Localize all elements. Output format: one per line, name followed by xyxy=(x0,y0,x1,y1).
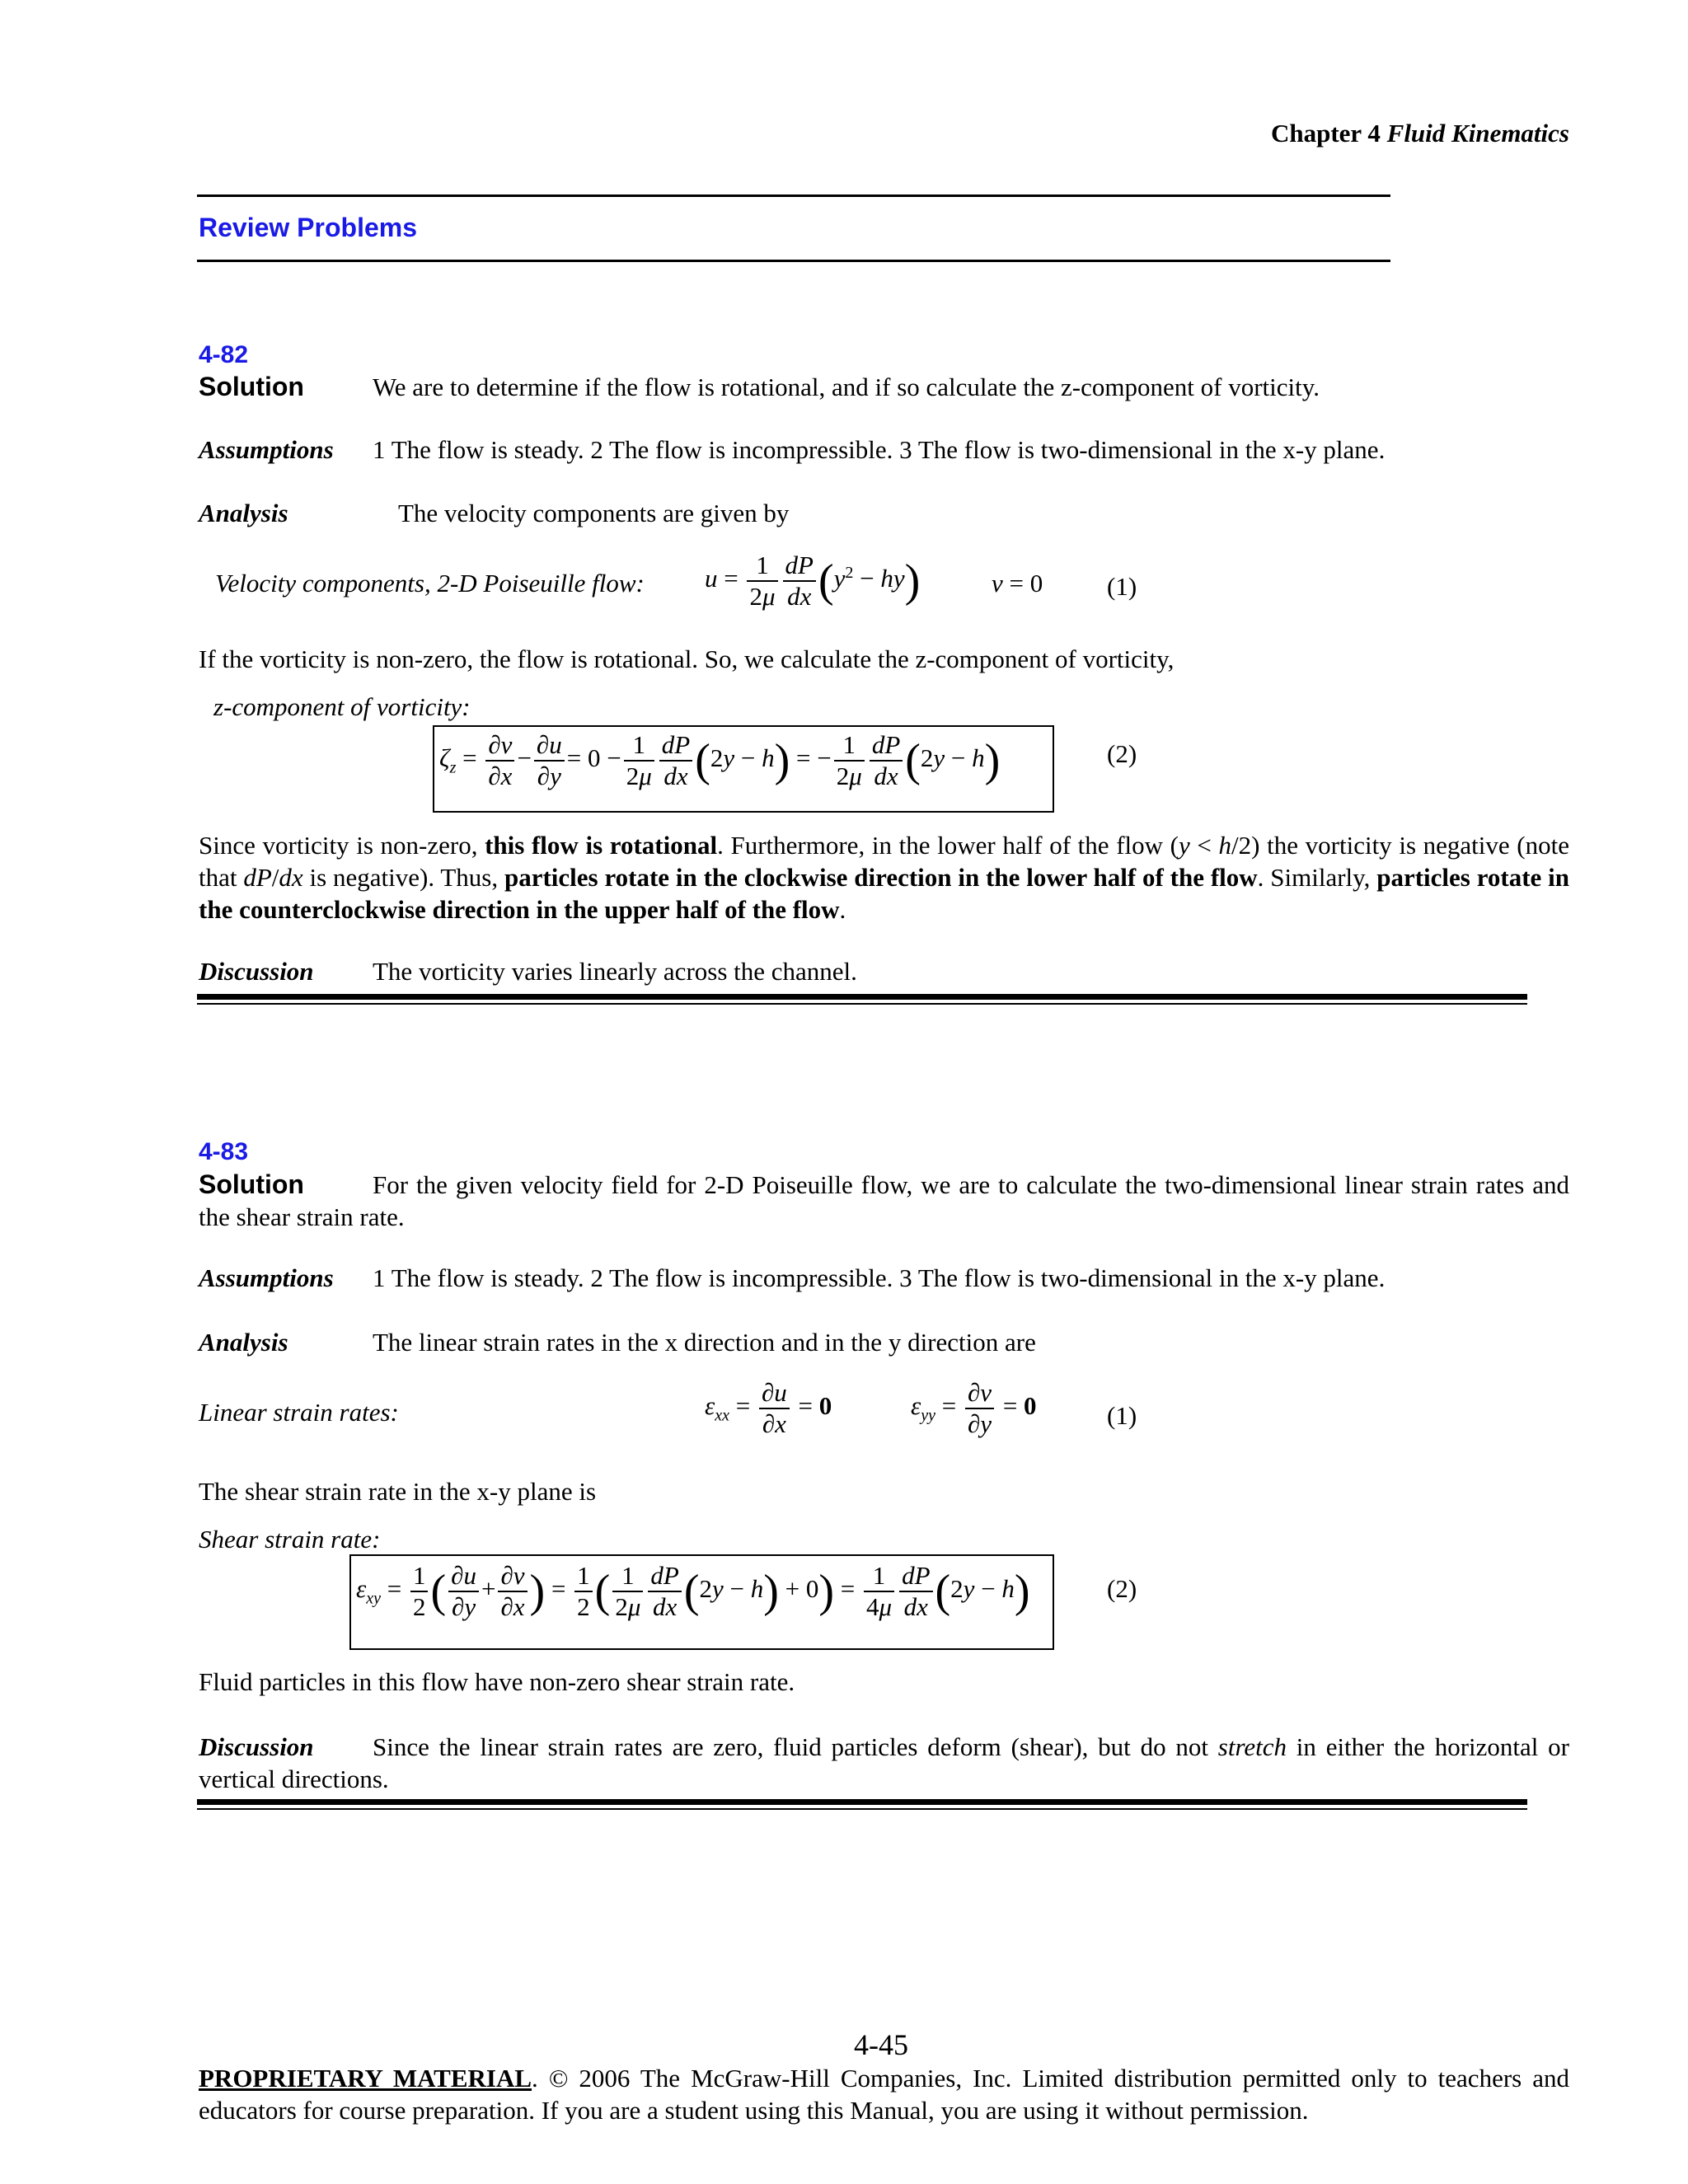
equation-number: (2) xyxy=(1107,739,1137,768)
v-equation: v = 0 xyxy=(992,569,1043,598)
assumptions-line xyxy=(199,435,1385,465)
solution-text: We are to determine if the flow is rotational, and if so calculate the z-component of vorticity. xyxy=(373,373,1320,401)
analysis-text: The linear strain rates in the x direction and in the y direction are xyxy=(373,1328,1036,1357)
problem-number: 4-82 xyxy=(199,341,249,368)
solution-paragraph xyxy=(199,1169,1569,1233)
shear-intro: The shear strain rate in the x-y plane is xyxy=(199,1477,597,1506)
analysis-label: Analysis xyxy=(199,499,288,527)
equation-number: (1) xyxy=(1107,572,1137,601)
problem-end-rule-thin xyxy=(197,1808,1527,1810)
equation-label: Velocity components, 2-D Poiseuille flow: xyxy=(215,569,645,598)
solution-text: For the given velocity field for 2-D Poiseuille flow, we are to calculate the two-dimensional linear strain rates and the shear strain rate. xyxy=(199,1170,1569,1231)
strain-xx-equation: $\varepsilon_{xx}$ = $\frac{\partial u}{\partial x}$ = 0 xyxy=(705,1378,832,1438)
section-title: Review Problems xyxy=(199,213,417,242)
analysis-line xyxy=(199,499,789,528)
analysis-line xyxy=(199,1328,1036,1357)
shear-equation: $\varepsilon_{xy}$ = $\frac{1}{2}$ ( $\frac{\partial u}{\partial y}$ + $\frac{\partial v}{\partial x}$ ) = $\frac{1}{2}$ ( $\frac{1}{2\mu}$ $\frac{dP}{dx}$ (2y − h) + 0) = $\frac{1}{4\mu}$ $\frac{dP}{dx}$ (2y − h) xyxy=(356,1561,1030,1621)
problem-end-rule-thin xyxy=(197,1003,1527,1005)
vorticity-equation: $\zeta_z$ = $\frac{\partial v}{\partial x}$ − $\frac{\partial u}{\partial y}$ = 0 − $\frac{1}{2\mu}$ $\frac{dP}{dx}$ (2y − h) = − $\frac{1}{2\mu}$ $\frac{dP}{dx}$ (2y − h) xyxy=(439,730,1001,790)
discussion-label: Discussion xyxy=(199,957,314,986)
notice-text: . © 2006 The McGraw-Hill Companies, Inc. Limited distribution permitted only to teachers and educators for course preparation. If you are a student using this Manual, you are using it without permission. xyxy=(199,2064,1569,2125)
chapter-number: Chapter 4 xyxy=(1270,119,1381,148)
assumptions-label: Assumptions xyxy=(199,1263,334,1292)
proprietary-label: PROPRIETARY MATERIAL xyxy=(199,2064,532,2093)
assumptions-line xyxy=(199,1263,1385,1293)
footer-notice xyxy=(199,2062,1569,2126)
discussion-label: Discussion xyxy=(199,1732,314,1761)
section-rule-bottom xyxy=(197,260,1390,262)
problem-end-rule xyxy=(197,994,1527,1000)
equation-label: Linear strain rates: xyxy=(199,1398,399,1427)
vorticity-intro: If the vorticity is non-zero, the flow is rotational. So, we calculate the z-component of vorticity, xyxy=(199,644,1175,673)
assumptions-text: 1 The flow is steady. 2 The flow is incompressible. 3 The flow is two-dimensional in the x-y plane. xyxy=(373,435,1386,464)
section-rule-top xyxy=(197,194,1390,197)
page-number: 4-45 xyxy=(854,2028,908,2061)
discussion-line xyxy=(199,957,857,987)
equation-label: Shear strain rate: xyxy=(199,1525,381,1554)
chapter-title: Fluid Kinematics xyxy=(1386,119,1569,148)
equation-number: (2) xyxy=(1107,1574,1137,1603)
velocity-equation: u = $\frac{1}{2\mu}$ $\frac{dP}{dx}$ $(y^2 - hy)$ xyxy=(705,551,921,611)
solution-label: Solution xyxy=(199,372,304,401)
strain-yy-equation: $\varepsilon_{yy}$ = $\frac{\partial v}{\partial y}$ = 0 xyxy=(911,1378,1037,1438)
discussion-paragraph: Discussion Since the linear strain rates are zero, fluid particles deform (shear), but do not stretch in either the horizontal or vertical directions. xyxy=(199,1732,1569,1793)
assumptions-label: Assumptions xyxy=(199,435,334,464)
assumptions-text: 1 The flow is steady. 2 The flow is incompressible. 3 The flow is two-dimensional in the x-y plane. xyxy=(373,1263,1386,1292)
problem-end-rule xyxy=(197,1799,1527,1805)
conclusion-paragraph: Since vorticity is non-zero, this flow is rotational. Furthermore, in the lower half of the flow (y < h/2) the vorticity is negative (note that dP/dx is negative). Thus, particles rotate in the clockwise direction in the lower half of the flow. Similarly, particles rotate in the counterclockwise direction in the upper half of the flow. xyxy=(199,831,1570,924)
chapter-header xyxy=(1271,119,1569,148)
problem-number: 4-83 xyxy=(199,1138,249,1165)
solution-line xyxy=(199,372,1320,402)
equation-label: z-component of vorticity: xyxy=(213,692,471,721)
shear-conclusion: Fluid particles in this flow have non-zero shear strain rate. xyxy=(199,1667,795,1696)
solution-label: Solution xyxy=(199,1169,304,1199)
equation-number: (1) xyxy=(1107,1401,1137,1430)
analysis-text: The velocity components are given by xyxy=(398,499,790,527)
discussion-text: The vorticity varies linearly across the channel. xyxy=(373,957,857,986)
analysis-label: Analysis xyxy=(199,1328,288,1357)
